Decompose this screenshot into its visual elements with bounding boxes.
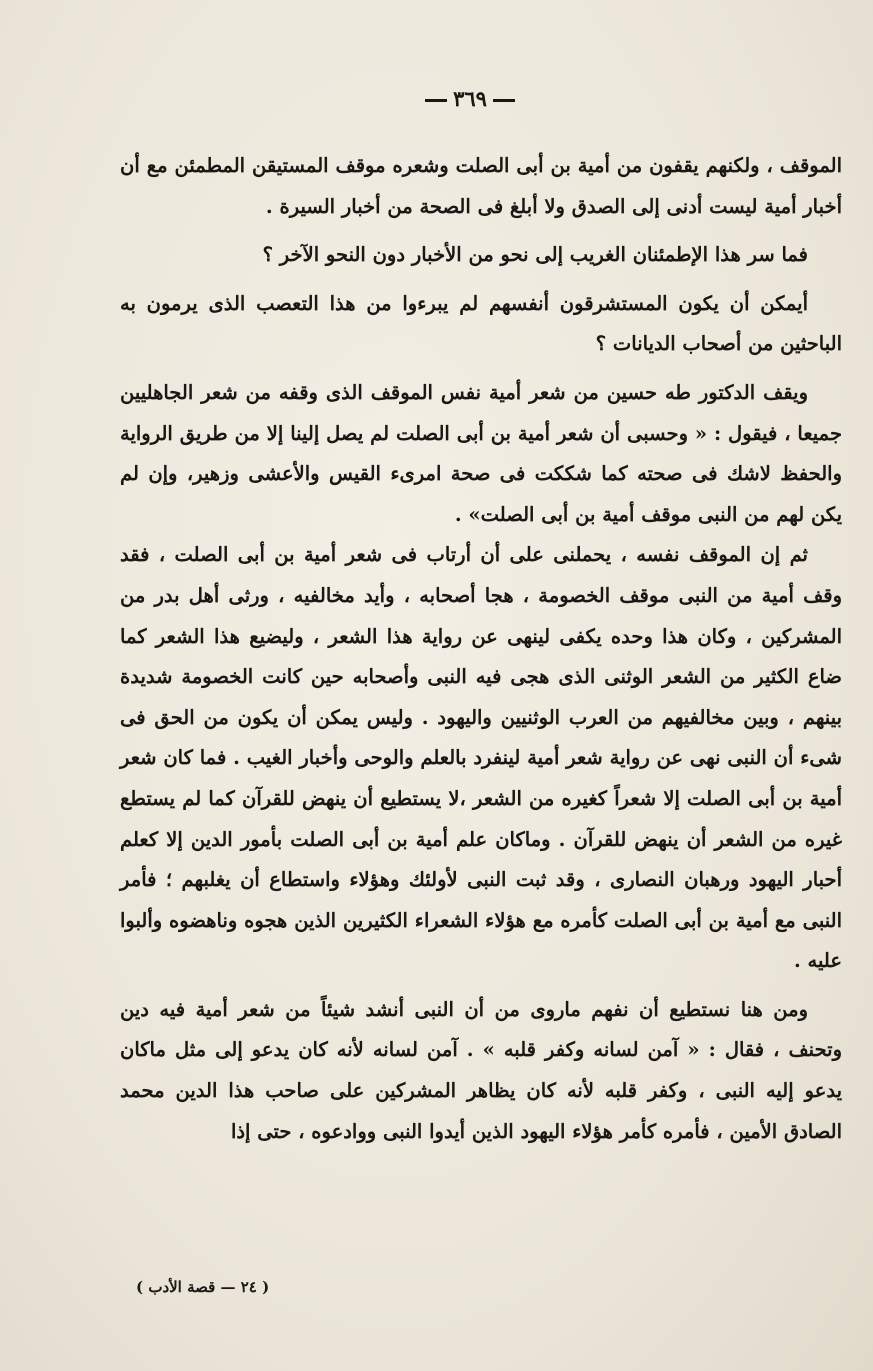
paragraph-2: فما سر هذا الإطمئنان الغريب إلى نحو من الأخبار دون النحو الآخر ؟ [262,243,808,267]
page-number-dash-right [493,99,515,102]
paragraph-6: ومن هنا نستطيع أن نفهم ماروى من أن النبى أنشد شيئاً من شعر أمية فيه دين وتحنف ، فقال : « آمن لسانه وكفر قلبه » . آمن لسانه لأنه كان يدعو إلى مثل ماكان يدعو إليه النبى ، وكفر قلبه لأنه كان يظاهر المشركين على صاحب هذا الدين محمد الصادق الأمين ، فأمره كأمر هؤلاء اليهود الذين أيدوا النبى ووادعوه ، حتى إذا [120,997,842,1143]
paragraph-3: أيمكن أن يكون المستشرقون أنفسهم لم يبرءوا من هذا التعصب الذى يرمون به الباحثين من أصحاب الديانات ؟ [120,291,842,356]
paragraph-5: ثم إن الموقف نفسه ، يحملنى على أن أرتاب فى شعر أمية بن أبى الصلت ، فقد وقف أمية من النبى موقف الخصومة ، هجا أصحابه ، وأيد مخالفيه ، ورثى أهل بدر من المشركين ، وكان هذا وحده يكفى لينهى عن رواية هذا الشعر ، وليضيع هذا الشعر كما ضاع الكثير من الشعر الوثنى الذى هجى فيه النبى وأصحابه حين كانت الخصومة شديدة بينهم ، وبين مخالفيهم من العرب الوثنيين واليهود . وليس يمكن أن يكون من الحق فى شىء أن النبى نهى عن رواية شعر أمية لينفرد بالعلم والوحى وأخبار الغيب . فما كان شعر أمية بن أبى الصلت إلا شعراً كغيره من الشعر ،لا يستطيع أن ينهض للقرآن كما لم يستطع غيره من الشعر أن ينهض للقرآن . وماكان علم أمية بن أبى الصلت بأمور الدين إلا كعلم أحبار اليهود ورهبان النصارى ، وقد ثبت النبى لأولئك وهؤلاء واستطاع أن يغلبهم ؛ فأمر النبى مع أمية بن أبى الصلت كأمره مع هؤلاء الشعراء الكثيرين الذين هجوه وناهضوه وألبوا عليه . [120,543,842,973]
footer-signature: ( ٢٤ — قصة الأدب ) [136,1278,270,1296]
page-number-value: ٣٦٩ [453,86,487,111]
paragraph-1: الموقف ، ولكنهم يقفون من أمية بن أبى الصلت وشعره موقف المستيقن المطمئن مع أن أخبار أمية ليست أدنى إلى الصدق ولا أبلغ فى الصحة من أخبار السيرة . [120,154,842,218]
page-number [0,86,873,111]
paragraph-4: ويقف الدكتور طه حسين من شعر أمية نفس الموقف الذى وقفه من شعر الجاهليين جميعا ، فيقول : « وحسبى أن شعر أمية بن أبى الصلت لم يصل إلينا إلا من طريق الرواية والحفظ لاشك فى صحته كما شككت فى صحة امرىء القيس والأعشى وزهير، وإن لم يكن لهم من النبى موقف أمية بن أبى الصلت» . [120,380,842,526]
page-number-dash-left [425,99,447,102]
body-text [120,146,842,1152]
